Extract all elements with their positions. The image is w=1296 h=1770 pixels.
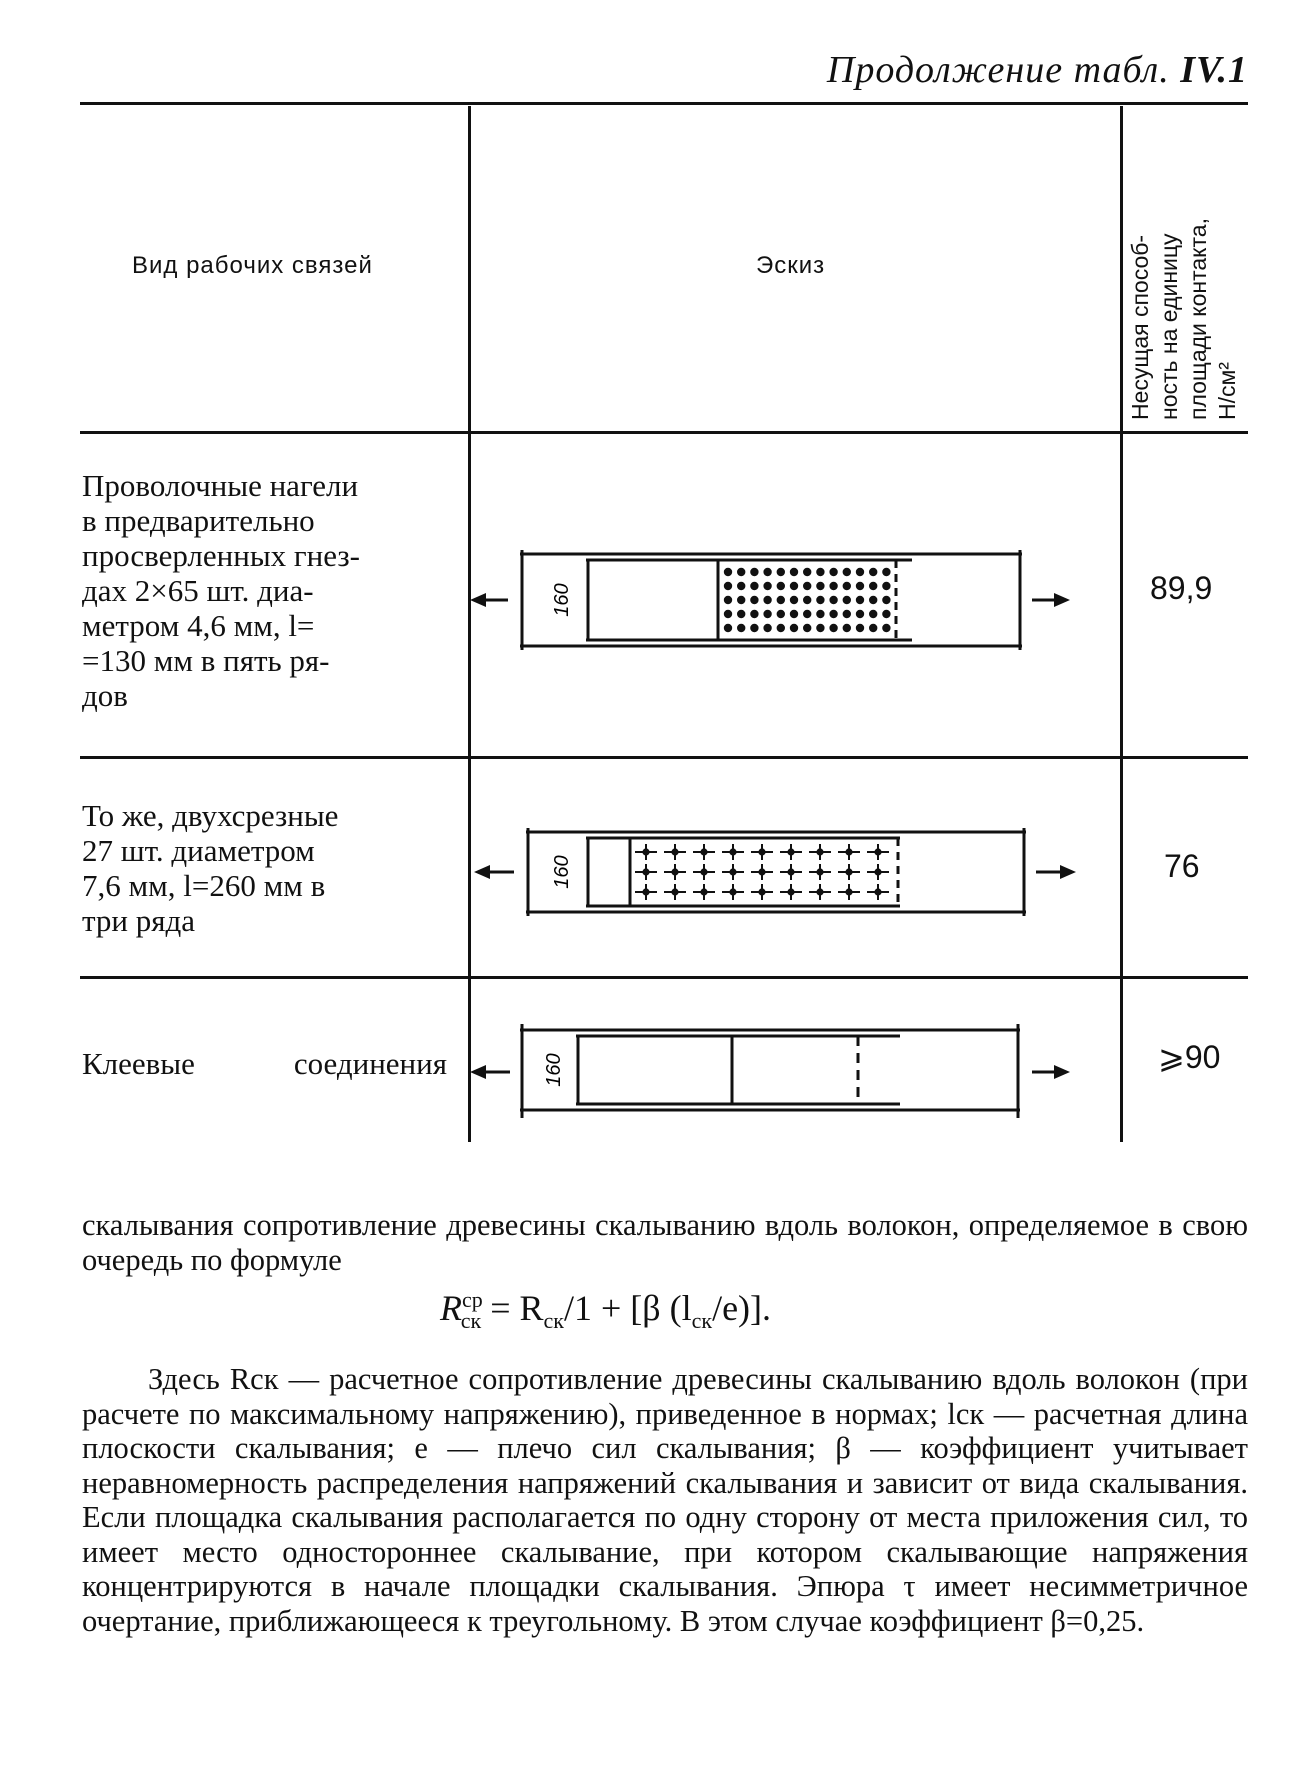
row2-bottom-rule [80,976,1248,979]
dowel-dot [671,888,678,895]
dowel-dot [790,568,798,576]
dowel-dot [750,610,758,618]
dowel-dot [750,596,758,604]
formula-rhs-1: = R [490,1288,544,1328]
dowel-dot [856,624,864,632]
row2-type-text [82,798,447,938]
dowel-dot [642,868,649,875]
formula-lhs-sup: ср [462,1287,483,1312]
dowel-dot [729,868,736,875]
dowel-dot [700,868,707,875]
dowel-dot [803,596,811,604]
dowel-dot [869,582,877,590]
dowel-dot [790,624,798,632]
dowel-dot [763,624,771,632]
dowel-dot [642,888,649,895]
dowel-dot [777,582,785,590]
dowel-dot [882,624,890,632]
dowel-dot [816,610,824,618]
sketch-dimension-label: 160 [543,1053,565,1087]
capacity-header-line: ность на единицу [1156,233,1182,420]
dowel-dot [843,582,851,590]
dowel-dot [869,568,877,576]
row2-line: 7,6 мм, l=260 мм в [82,868,326,903]
dowel-dot [829,582,837,590]
dowel-dot [763,582,771,590]
row1-type-text [82,468,447,713]
dowel-dot [856,596,864,604]
dowel-dot [729,888,736,895]
intro-paragraph [82,1208,1248,1277]
dowel-dot [777,610,785,618]
dowel-dot [856,568,864,576]
dowel-dot [869,610,877,618]
capacity-header-line: площади контакта, [1185,218,1211,420]
dowel-dot [845,888,852,895]
dowel-dot [843,568,851,576]
dowel-dot [724,596,732,604]
header-bottom-rule [80,431,1248,434]
row1-line: метром 4,6 мм, l= [82,608,315,643]
dowel-dot [642,848,649,855]
formula-lhs: R [440,1288,462,1328]
dowel-dot [750,624,758,632]
dowel-dot [845,868,852,875]
dowel-dot [777,596,785,604]
dowel-dots [635,844,889,900]
dowel-dot [829,624,837,632]
capacity-header-line: Н/см² [1214,362,1240,420]
dowel-dot [790,596,798,604]
column-header-capacity [1126,160,1246,420]
dowel-dot [790,582,798,590]
dowel-dot [803,610,811,618]
dowel-dot [816,868,823,875]
dowel-dot [882,610,890,618]
sketch-glued-joint [470,1016,1110,1126]
dowel-dot [803,568,811,576]
dowel-dot [790,610,798,618]
dowel-dot [843,596,851,604]
dowel-dot [737,568,745,576]
page-header [827,48,1248,92]
sketch-dimension-label: 160 [551,583,573,617]
dowel-dot [816,624,824,632]
dowel-dot [816,596,824,604]
table-top-rule [80,102,1248,105]
dowel-dot [856,610,864,618]
dowel-dot [787,848,794,855]
dowel-dot [803,624,811,632]
formula-rhs-1-sub: ск [543,1308,564,1334]
formula-lhs-sub: ск [460,1308,482,1334]
dowel-dot [758,888,765,895]
intro-text: скалывания сопротивление древесины скалыванию вдоль волокон, определяемое в свою очередь по формуле [82,1208,1248,1277]
continuation-label: Продолжение табл. [826,49,1170,91]
dowel-dot [700,888,707,895]
formula-rhs-2-sub: ск [691,1308,713,1334]
shear-formula [440,1287,771,1334]
dowel-dot [724,624,732,632]
dowel-dot [724,568,732,576]
row1-line: =130 мм в пять ря- [82,643,330,678]
dowel-dot [758,868,765,875]
dowel-dot [750,568,758,576]
sketch-dimension-label: 160 [551,855,573,889]
column-header-sketch: Эскиз [756,252,826,279]
dowel-dot [816,848,823,855]
row3-line: Клеевые соединения [82,1046,447,1081]
dowel-dot [671,868,678,875]
row2-line: три ряда [82,903,196,938]
dowel-dot [737,582,745,590]
row1-bottom-rule [80,756,1248,759]
row3-capacity: ⩾90 [1158,1039,1221,1075]
dowel-dot [869,596,877,604]
row2-capacity: 76 [1164,848,1200,884]
explanation-paragraph [82,1362,1248,1638]
dowel-dot [816,582,824,590]
dowel-dot [758,848,765,855]
dowel-dot [724,582,732,590]
dowel-dot [777,568,785,576]
dowel-dot [882,596,890,604]
dowel-dot [724,610,732,618]
dowel-dot [763,568,771,576]
dowel-dot [874,868,881,875]
formula-rhs-2: /1 + [β (l [564,1288,692,1328]
dowel-dot [856,582,864,590]
dowel-dot [845,848,852,855]
row1-line: Проволочные нагели [82,468,359,503]
dowel-dot [874,848,881,855]
dowel-dot [737,610,745,618]
row1-line: дов [82,678,128,713]
dowel-dot [671,848,678,855]
row1-capacity: 89,9 [1150,570,1213,606]
dowel-dot [737,624,745,632]
sketch-dowels-three-rows [470,818,1110,928]
dowel-dot [843,624,851,632]
explanation-text: Здесь Rск — расчетное сопротивление древесины скалыванию вдоль волокон (при расчете по максимальному напряжению), приведенное в нормах; lск — расчетная длина плоскости скалывания; e — плечо сил скалывания; β — коэффициент учитывает неравномерность распределения напряжений скалывания и зависит от вида скалывания. Если площадка скалывания располагается по одну сторону от места приложения сил, то имеет место одностороннее скалывание, при котором скалывающие напряжения концентрируются в начале площадки скалывания. Эпюра τ имеет несимметричное очертание, приближающееся к треугольному. В этом случае коэффициент β=0,25. [82,1362,1248,1638]
row1-line: в предварительно [82,503,315,538]
table-number: IV.1 [1180,49,1248,91]
dowel-dot [750,582,758,590]
sketch-dowels-five-rows [470,540,1110,660]
formula-rhs-3: /e)]. [712,1288,772,1328]
dowel-dot [816,568,824,576]
dowel-dot [763,596,771,604]
dowel-dot [843,610,851,618]
capacity-header-line: Несущая способ- [1127,234,1153,420]
dowel-dot [700,848,707,855]
dowel-dot [882,582,890,590]
row2-line: То же, двухсрезные [82,798,339,833]
dowel-dot [816,888,823,895]
column-divider-2 [1120,106,1123,1142]
dowel-dot [869,624,877,632]
dowel-dot [737,596,745,604]
row2-line: 27 шт. диаметром [82,833,315,868]
dowel-dot [829,568,837,576]
dowel-dot [787,868,794,875]
dowel-dot [777,624,785,632]
dowel-dot [829,596,837,604]
dowel-dot [882,568,890,576]
dowel-dot [874,888,881,895]
row1-line: дах 2×65 шт. диа- [82,573,314,608]
dowel-dots [724,568,891,632]
column-header-type: Вид рабочих связей [132,252,373,279]
dowel-dot [729,848,736,855]
dowel-dot [803,582,811,590]
row3-type-text [82,1046,447,1081]
dowel-dot [787,888,794,895]
dowel-dot [763,610,771,618]
dowel-dot [829,610,837,618]
row1-line: просверленных гнез- [82,538,360,573]
